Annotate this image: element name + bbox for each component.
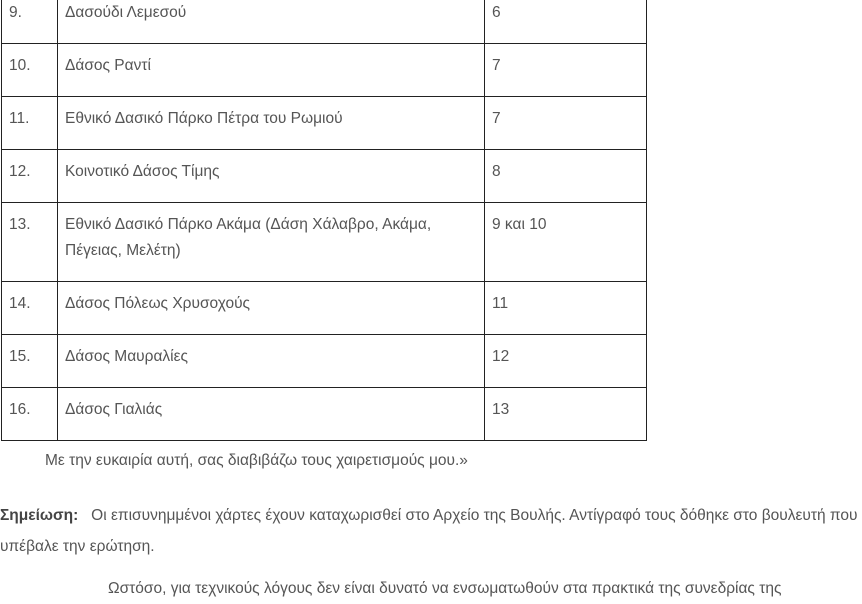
map-number: 6 [485, 0, 647, 44]
table-row [2, 335, 647, 388]
table-row [2, 44, 647, 97]
forest-name: Δασούδι Λεμεσού [58, 0, 485, 44]
table-row [2, 0, 647, 44]
row-number: 10. [2, 44, 58, 97]
table-row [2, 388, 647, 441]
row-number: 9. [2, 0, 58, 44]
table-row [2, 97, 647, 150]
row-number: 16. [2, 388, 58, 441]
forest-name: Δάσος Ραντί [58, 44, 485, 97]
forest-name: Δάσος Μαυραλίες [58, 335, 485, 388]
continuation-paragraph: Ωστόσο, για τεχνικούς λόγους δεν είναι δυνατό να ενσωματωθούν στα πρακτικά της συνεδρίας της [108, 580, 782, 597]
row-number: 15. [2, 335, 58, 388]
closing-greeting: Με την ευκαιρία αυτή, σας διαβιβάζω τους χαιρετισμούς μου.» [45, 452, 468, 469]
table-row [2, 282, 647, 335]
map-number: 8 [485, 150, 647, 203]
forest-name: Εθνικό Δασικό Πάρκο Πέτρα του Ρωμιού [58, 97, 485, 150]
row-number: 14. [2, 282, 58, 335]
row-number: 11. [2, 97, 58, 150]
forest-name: Δάσος Πόλεως Χρυσοχούς [58, 282, 485, 335]
map-number: 11 [485, 282, 647, 335]
map-number: 9 και 10 [485, 203, 647, 282]
row-number: 13. [2, 203, 58, 282]
note-paragraph [0, 500, 862, 562]
forest-name: Δάσος Γιαλιάς [58, 388, 485, 441]
map-number: 13 [485, 388, 647, 441]
note-text: Οι επισυνημμένοι χάρτες έχουν καταχωρισθεί στο Αρχείο της Βουλής. Αντίγραφό τους δόθηκε στο βουλευτή που υπέβαλε την ερώτηση. [0, 507, 858, 555]
map-number: 7 [485, 97, 647, 150]
row-number: 12. [2, 150, 58, 203]
forest-name: Εθνικό Δασικό Πάρκο Ακάμα (Δάση Χάλαβρο, Ακάμα, Πέγειας, Μελέτη) [58, 203, 485, 282]
table-row [2, 203, 647, 282]
map-number: 7 [485, 44, 647, 97]
table-row [2, 150, 647, 203]
note-label: Σημείωση: [0, 507, 79, 524]
forests-table [1, 0, 647, 441]
map-number: 12 [485, 335, 647, 388]
forest-name: Κοινοτικό Δάσος Τίμης [58, 150, 485, 203]
